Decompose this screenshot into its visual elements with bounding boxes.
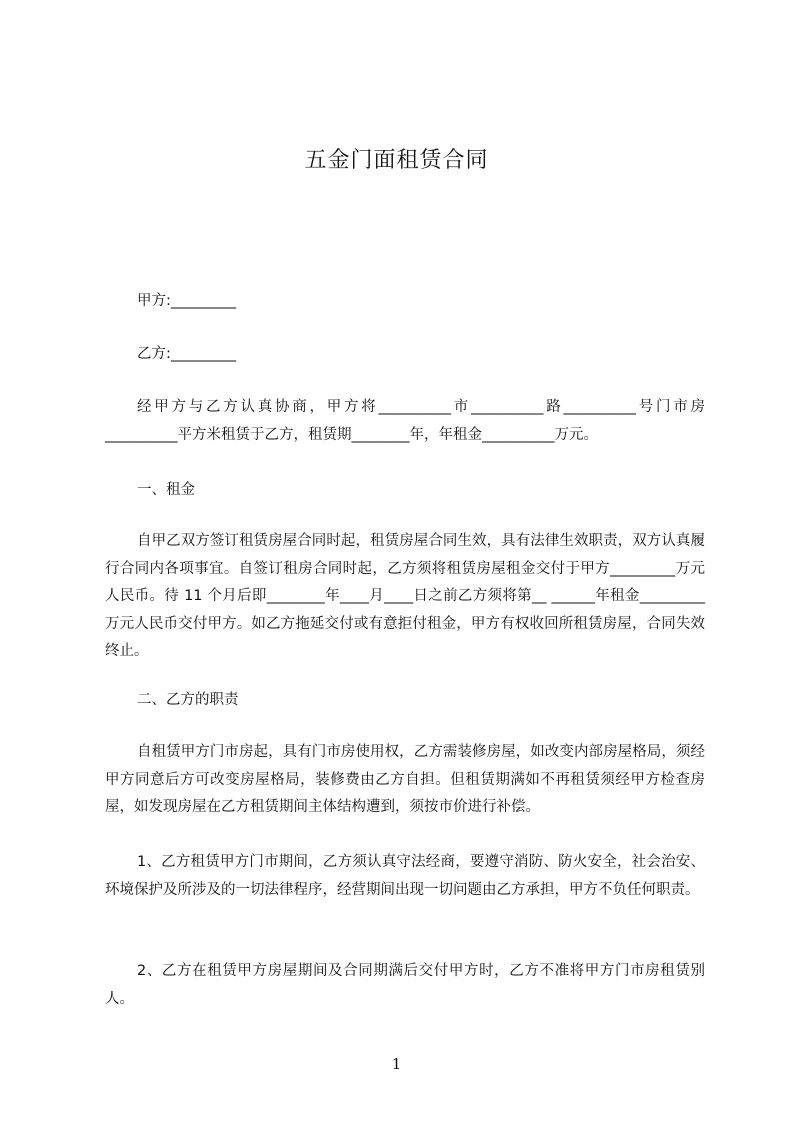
- rent-paragraph: 自甲乙双方签订租赁房屋合同时起，租赁房屋合同生效，具有法律生效职责，双方认真履行合同内各项事宜。自签订租房合同时起，乙方须将租赁房屋租金交付于甲方_________万元人民币。待 11 个月后即________年____月____日之前乙方须将第__ ______年租金_________万元人民币交付甲方。如乙方拖延交付或有意拒付租金，甲方有权收回所租赁房屋，合同失效终止。: [105, 533, 705, 659]
- party-b-line: 乙方:_________: [137, 346, 237, 362]
- duty-item-2: 2、乙方在租赁甲方房屋期间及合同期满后交付甲方时，乙方不准将甲方门市房租赁别人。: [105, 963, 705, 1007]
- section-heading-rent: 一、租金: [137, 482, 195, 498]
- section-heading-duties: 二、乙方的职责: [137, 692, 239, 708]
- intro-paragraph: 经甲方与乙方认真协商，甲方将__________市__________路__________号门市房__________平方米租赁于乙方，租赁期________年，年租金__________万元。: [105, 399, 705, 443]
- page-title: 五金门面租赁合同: [304, 148, 489, 173]
- page-number: 1: [391, 1055, 402, 1073]
- duties-paragraph: 自租赁甲方门市房起，具有门市房使用权，乙方需装修房屋，如改变内部房屋格局，须经甲方同意后方可改变房屋格局，装修费由乙方自担。但租赁期满如不再租赁须经甲方检查房屋，如发现房屋在乙方租赁期间主体结构遭到，须按市价进行补偿。: [105, 744, 705, 815]
- party-a-line: 甲方:_________: [137, 293, 237, 309]
- duty-item-1: 1、乙方租赁甲方门市期间，乙方须认真守法经商，要遵守消防、防火安全，社会治安、环境保护及所涉及的一切法律程序，经营期间出现一切问题由乙方承担，甲方不负任何职责。: [105, 854, 705, 898]
